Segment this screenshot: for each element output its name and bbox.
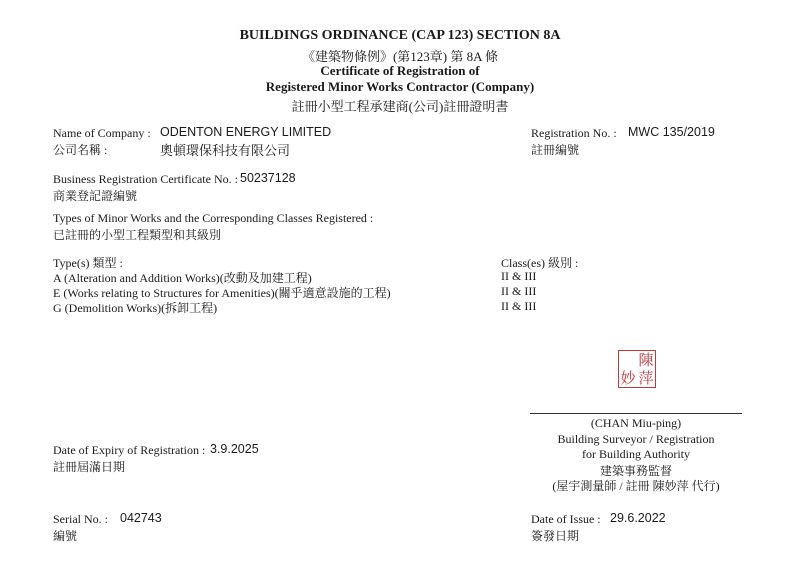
class-row-a: II & III [501, 269, 537, 283]
serial-value: 042743 [120, 511, 162, 525]
expiry-label-en: Date of Expiry of Registration : [53, 443, 206, 457]
signature-line [530, 413, 742, 414]
serial-label-en: Serial No. : [53, 512, 108, 526]
company-name-label-en: Name of Company : [53, 126, 151, 140]
issue-date-value: 29.6.2022 [610, 511, 666, 525]
registration-no-label-en: Registration No. : [531, 126, 617, 140]
expiry-label-zh: 註冊屆滿日期 [53, 460, 126, 474]
seal-char: 陳 [638, 351, 654, 369]
title-zh: 《建築物條例》(第123章) 第 8A 條 [301, 49, 499, 64]
certificate-title-line-1: Certificate of Registration of [320, 63, 480, 78]
types-heading-en: Types of Minor Works and the Corresponding Classes Registered : [53, 211, 374, 225]
type-row-g: G (Demolition Works)(拆卸工程) [53, 301, 218, 315]
class-row-g: II & III [501, 299, 537, 313]
certificate-title-line-2: Registered Minor Works Contractor (Company) [265, 79, 535, 94]
seal-char [619, 351, 637, 369]
certificate-title-zh: 註冊小型工程承建商(公司)註冊證明書 [291, 99, 509, 114]
signatory-title-2: for Building Authority [582, 447, 690, 461]
signatory-title-zh-1: 建築事務監督 [599, 464, 672, 478]
registration-no-value: MWC 135/2019 [628, 125, 715, 139]
title-en: BUILDINGS ORDINANCE (CAP 123) SECTION 8A [239, 28, 561, 43]
type-column-header: Type(s) 類型 : [53, 256, 123, 270]
type-row-e: E (Works relating to Structures for Amenities)(關乎適意設施的工程) [53, 286, 391, 300]
registration-no-label-zh: 註冊編號 [531, 143, 580, 157]
serial-label-zh: 編號 [53, 529, 78, 543]
company-name-label-zh: 公司名稱 : [53, 143, 108, 157]
signatory-title-zh-2: (屋宇測量師 / 註冊 陳妙萍 代行) [552, 479, 720, 493]
company-name-zh: 奧頓環保科技有限公司 [160, 143, 291, 158]
red-seal-stamp [618, 350, 656, 388]
company-name-en: ODENTON ENERGY LIMITED [160, 125, 332, 139]
expiry-value: 3.9.2025 [210, 442, 259, 456]
class-column-header: Class(es) 級別 : [501, 256, 579, 270]
issue-date-label-zh: 簽發日期 [531, 529, 580, 543]
seal-char: 萍 [638, 369, 654, 387]
seal-char: 妙 [620, 369, 636, 387]
br-value: 50237128 [240, 171, 296, 185]
types-heading-zh: 已註冊的小型工程類型和其級別 [53, 228, 222, 242]
signatory-name: (CHAN Miu-ping) [590, 416, 682, 430]
type-row-a: A (Alteration and Addition Works)(改動及加建工程) [53, 271, 312, 285]
signatory-title-1: Building Surveyor / Registration [557, 432, 715, 446]
br-label-zh: 商業登記證編號 [53, 189, 138, 203]
br-label-en: Business Registration Certificate No. : [53, 172, 238, 186]
class-row-e: II & III [501, 284, 537, 298]
issue-date-label-en: Date of Issue : [531, 512, 601, 526]
